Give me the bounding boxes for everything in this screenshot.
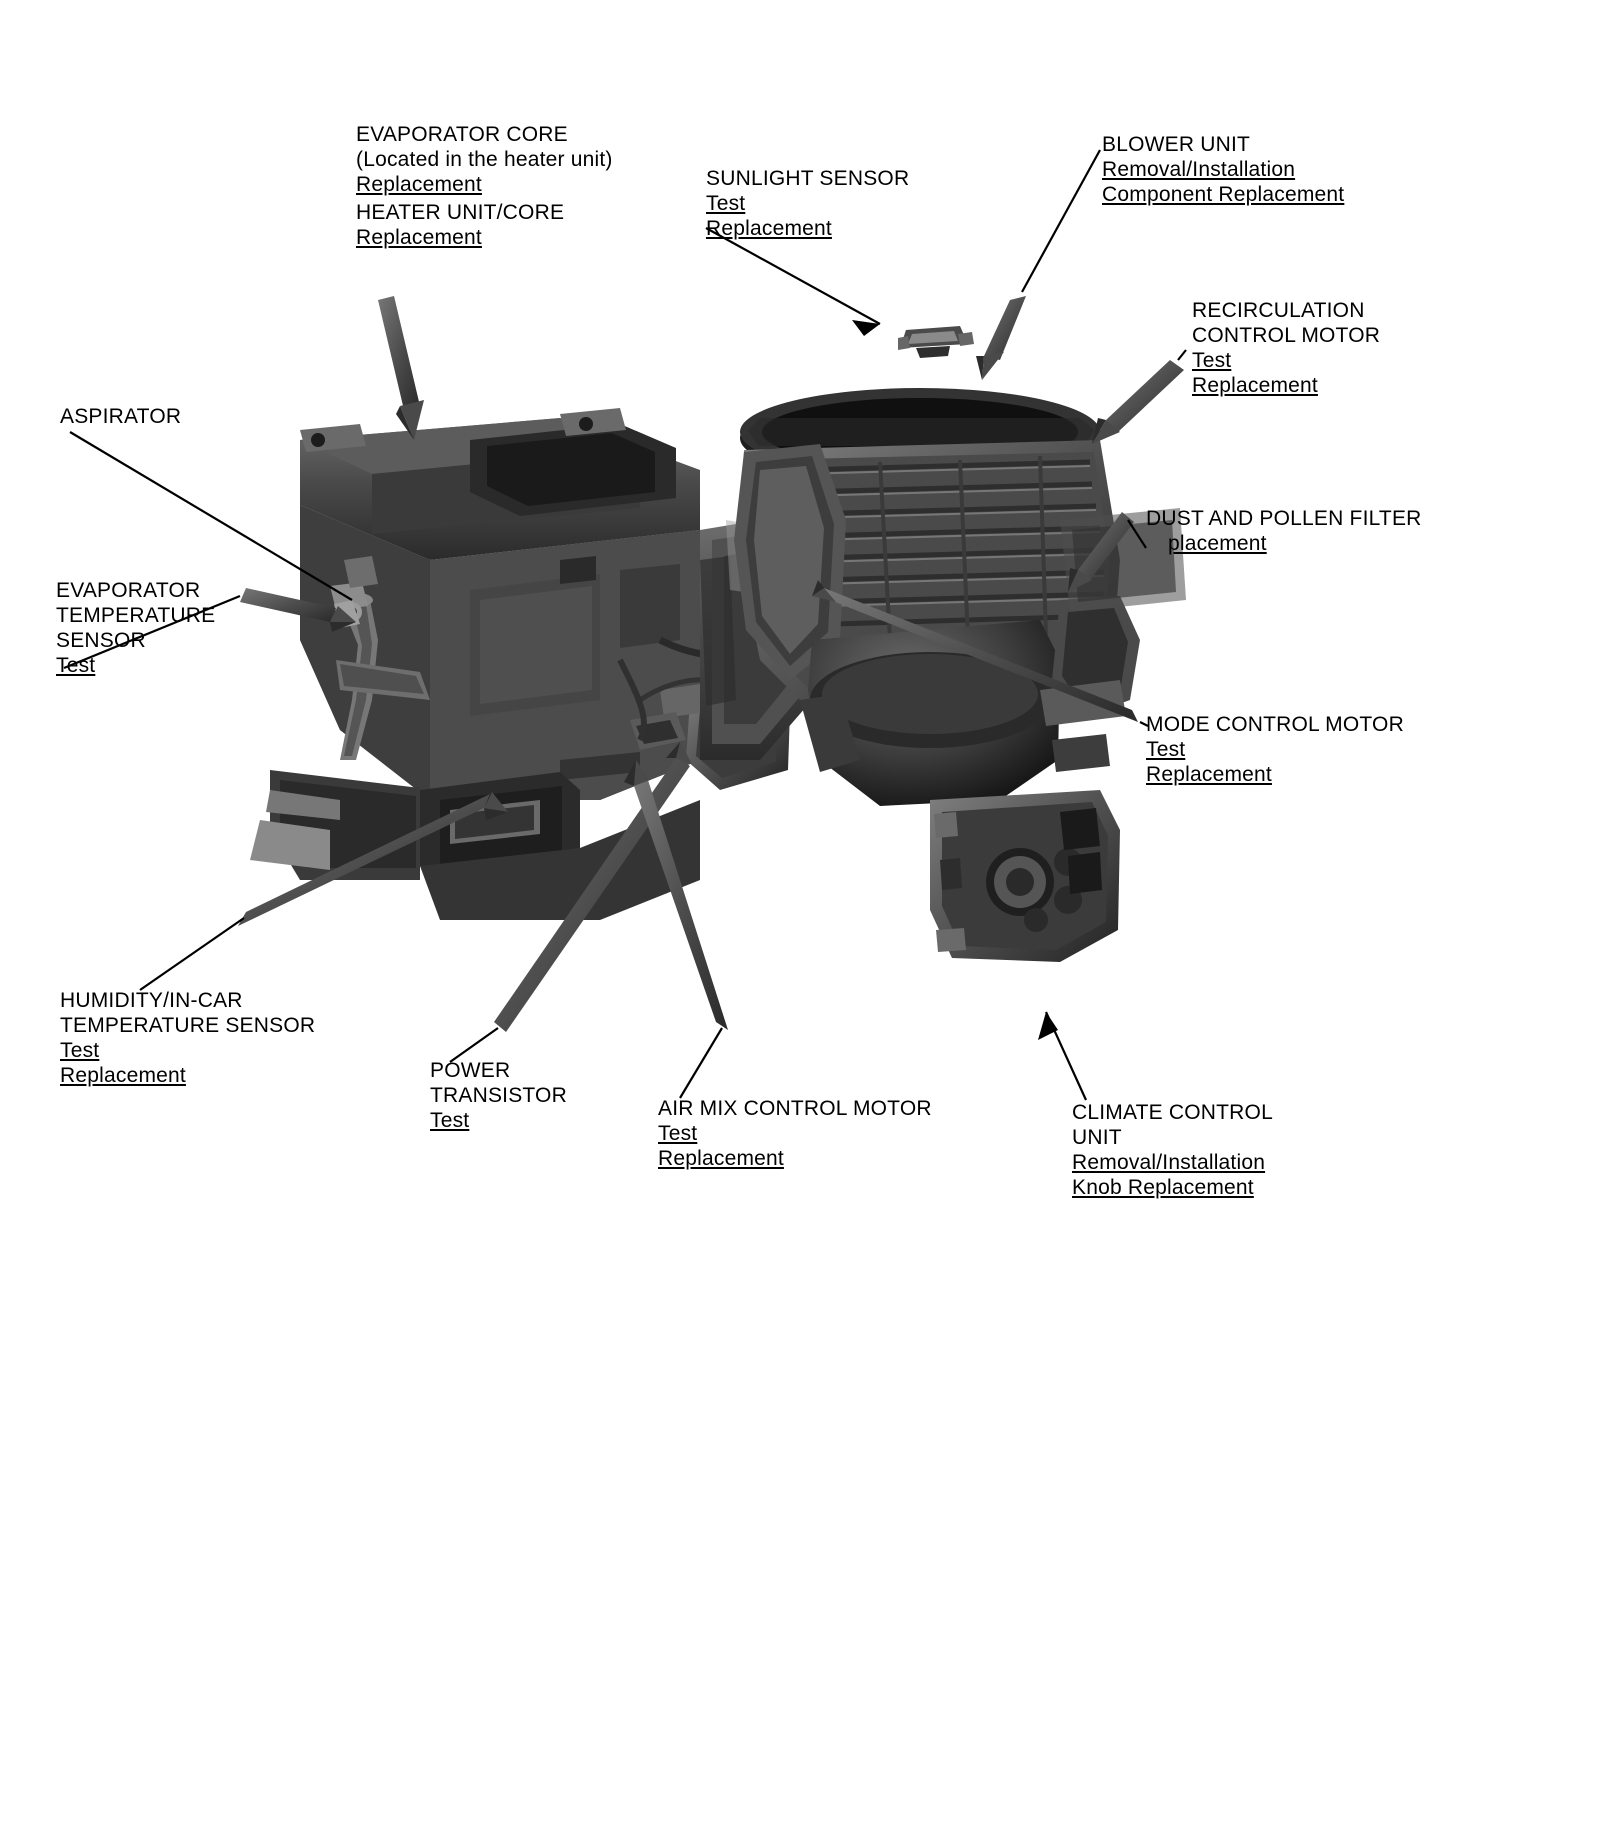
- callout-title: ASPIRATOR: [60, 405, 182, 428]
- callout-link-replacement[interactable]: placement: [1168, 532, 1267, 555]
- callout-dust-and-pollen-filter: [1146, 506, 1422, 556]
- callout-title: RECIRCULATION: [1192, 299, 1365, 322]
- callout-title: HUMIDITY/IN-CAR: [60, 989, 243, 1012]
- callout-link-test[interactable]: Test: [430, 1109, 470, 1132]
- callout-evaporator-core: [356, 122, 613, 197]
- callout-heater-unit-core: [356, 200, 564, 250]
- callout-aspirator: [60, 404, 181, 429]
- callout-title: CLIMATE CONTROL: [1072, 1101, 1273, 1124]
- callout-title-line2: TEMPERATURE SENSOR: [60, 1014, 316, 1037]
- callout-title: AIR MIX CONTROL MOTOR: [658, 1097, 932, 1120]
- callout-mode-control-motor: [1146, 712, 1404, 787]
- sunlight-sensor-part: [898, 326, 974, 358]
- callout-title-line2: CONTROL MOTOR: [1192, 324, 1381, 347]
- callout-title: POWER: [430, 1059, 511, 1082]
- callout-link-replacement[interactable]: Replacement: [658, 1147, 784, 1170]
- callout-title: EVAPORATOR: [56, 579, 201, 602]
- callout-title: EVAPORATOR CORE: [356, 123, 568, 146]
- callout-evaporator-temperature-sensor: [56, 578, 215, 678]
- callout-title-line2: TRANSISTOR: [430, 1084, 567, 1107]
- callout-link-replacement[interactable]: Replacement: [706, 217, 832, 240]
- callout-title: MODE CONTROL MOTOR: [1146, 713, 1404, 736]
- callout-link-test[interactable]: Test: [1146, 738, 1186, 761]
- callout-title: HEATER UNIT/CORE: [356, 201, 565, 224]
- callout-title: BLOWER UNIT: [1102, 133, 1251, 156]
- callout-title: DUST AND POLLEN FILTER: [1146, 507, 1422, 530]
- callout-recirculation-control-motor: [1192, 298, 1380, 398]
- callout-link-replacement[interactable]: Replacement: [1146, 763, 1272, 786]
- callout-link-replacement[interactable]: Replacement: [356, 173, 482, 196]
- callout-link-test[interactable]: Test: [1192, 349, 1232, 372]
- callout-link-removal-installation[interactable]: Removal/Installation: [1072, 1151, 1266, 1174]
- callout-humidity-in-car-temperature-sensor: [60, 988, 315, 1088]
- callout-climate-control-unit: [1072, 1100, 1273, 1200]
- callout-link-replacement[interactable]: Replacement: [60, 1064, 186, 1087]
- blower-unit-body: [734, 388, 1186, 806]
- callout-link-test[interactable]: Test: [56, 654, 96, 677]
- callout-power-transistor: [430, 1058, 567, 1133]
- callout-title-line3: SENSOR: [56, 629, 146, 652]
- callout-link-replacement[interactable]: Replacement: [1192, 374, 1318, 397]
- callout-link-component-replacement[interactable]: Component Replacement: [1102, 183, 1345, 206]
- callout-title-line2: TEMPERATURE: [56, 604, 216, 627]
- callout-air-mix-control-motor: [658, 1096, 932, 1171]
- callout-title: SUNLIGHT SENSOR: [706, 167, 910, 190]
- callout-link-test[interactable]: Test: [60, 1039, 100, 1062]
- callout-title-line2: UNIT: [1072, 1126, 1122, 1149]
- callout-link-test[interactable]: Test: [658, 1122, 698, 1145]
- callout-link-replacement[interactable]: Replacement: [356, 226, 482, 249]
- callout-subtitle: (Located in the heater unit): [356, 148, 613, 171]
- callout-link-knob-replacement[interactable]: Knob Replacement: [1072, 1176, 1254, 1199]
- callout-blower-unit: [1102, 132, 1344, 207]
- callout-link-test[interactable]: Test: [706, 192, 746, 215]
- callout-sunlight-sensor: [706, 166, 909, 241]
- climate-control-unit-part: [930, 790, 1120, 962]
- callout-link-removal-installation[interactable]: Removal/Installation: [1102, 158, 1296, 181]
